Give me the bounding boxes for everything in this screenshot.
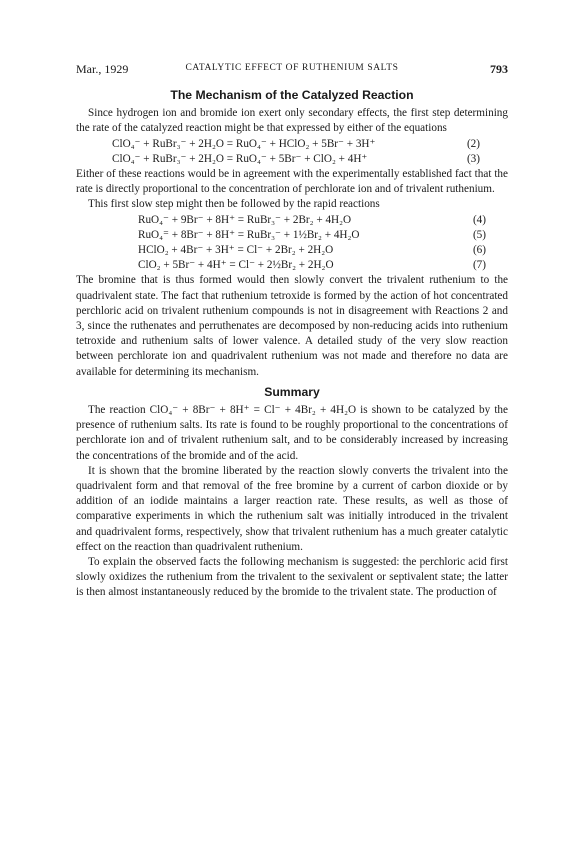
- equation-5: [76, 228, 508, 243]
- paragraph-followed: This first slow step might then be followed by the rapid reactions: [88, 198, 380, 211]
- equation-text: ClO₄⁻ + RuBr₃⁻ + 2H₂O = RuO₄⁻ + HClO₂ + 5Br⁻ + 3H⁺: [112, 137, 376, 150]
- page-body: [76, 88, 508, 601]
- equation-number: (2): [466, 137, 480, 150]
- section-heading-summary: Summary: [264, 384, 320, 399]
- equation-block-slow: [76, 137, 508, 167]
- equation-text: ClO₂ + 5Br⁻ + 4H⁺ = Cl⁻ + 2½Br₂ + 2H₂O: [138, 259, 334, 272]
- summary-paragraph-1: The reaction ClO₄⁻ + 8Br⁻ + 8H⁺ = Cl⁻ + 4Br₂ + 4H₂O is shown to be catalyzed by the presence of ruthenium salts. Its rate is found to be roughly proportional to the concentrations of perchlorate ion and of trivalent ruthenium salt, and to be considerably increased by increasing the concentrations of the bromide and of the acid.: [76, 403, 508, 462]
- paragraph-intro: Since hydrogen ion and bromide ion exert only secondary effects, the first step determining the rate of the catalyzed reaction might be that expressed by either of the equations: [76, 107, 508, 135]
- page-header: [76, 62, 508, 78]
- header-date: Mar., 1929: [76, 62, 129, 76]
- equation-number: (4): [472, 213, 486, 226]
- equation-number: (6): [472, 243, 486, 256]
- paragraph-bromine: The bromine that is thus formed would then slowly convert the trivalent ruthenium to the quadrivalent state. The fact that ruthenium tetroxide is formed by the action of hot concentrated perchloric acid on trivalent ruthenium compounds is not in disagreement with Reactions 2 and 3, since the ruthenates and perruthenates are decomposed by non-reducing acids into ruthenium tetroxide and ruthenium salts of lower valence. A detailed study of the very slow reaction between perchlorate ion and quadrivalent ruthenium was not made and therefore no data are available for determining its mechanism.: [76, 274, 508, 378]
- equation-number: (5): [472, 228, 486, 241]
- equation-2: [76, 137, 508, 152]
- equation-text: RuO₄⁼ + 8Br⁻ + 8H⁺ = RuBr₃⁻ + 1½Br₂ + 4H₂O: [138, 228, 360, 241]
- summary-paragraph-3: To explain the observed facts the following mechanism is suggested: the perchloric acid first slowly oxidizes the ruthenium from the trivalent to the sexivalent or septivalent state; the latter is then almost instantaneously reduced by the bromide to the trivalent state. The production of: [76, 556, 508, 599]
- section-heading-mechanism: The Mechanism of the Catalyzed Reaction: [170, 88, 414, 102]
- equation-6: [76, 243, 508, 258]
- paragraph-agreement: Either of these reactions would be in agreement with the experimentally established fact that the rate is directly proportional to the concentration of perchlorate ion and of trivalent ruthenium.: [76, 167, 508, 196]
- equation-text: HClO₂ + 4Br⁻ + 3H⁺ = Cl⁻ + 2Br₂ + 2H₂O: [138, 243, 334, 256]
- equation-3: [76, 152, 508, 167]
- running-title: CATALYTIC EFFECT OF RUTHENIUM SALTS: [185, 63, 399, 73]
- equation-text: ClO₄⁻ + RuBr₃⁻ + 2H₂O = RuO₄⁻ + 5Br⁻ + ClO₂ + 4H⁺: [112, 152, 368, 165]
- equation-text: RuO₄⁻ + 9Br⁻ + 8H⁺ = RuBr₃⁻ + 2Br₂ + 4H₂O: [138, 213, 352, 226]
- summary-paragraph-2: It is shown that the bromine liberated by the reaction slowly converts the trivalent into the quadrivalent form and that removal of the free bromine by a current of carbon dioxide or by addition of an iodide maintains a larger reaction rate. These results, as well as those of comparative experiments in which the ruthenium salt was initially introduced in the trivalent and quadrivalent forms, respectively, show that trivalent ruthenium has a much greater catalytic effect on the reaction than quadrivalent ruthenium.: [76, 464, 508, 553]
- equation-7: [76, 258, 508, 273]
- equation-number: (7): [472, 259, 486, 272]
- equation-4: [76, 213, 508, 228]
- equation-block-rapid: [76, 213, 508, 274]
- page-number: 793: [490, 62, 508, 76]
- equation-number: (3): [466, 152, 480, 165]
